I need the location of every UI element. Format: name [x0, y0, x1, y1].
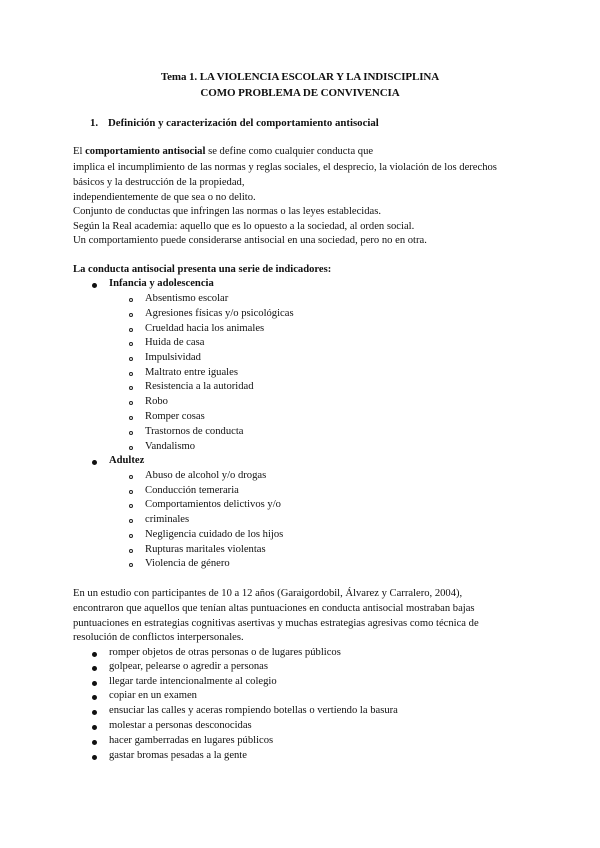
circle-bullet-icon — [129, 357, 133, 361]
study-bullet: romper objetos de otras personas o de lugares públicos — [109, 647, 341, 658]
circle-bullet-icon — [129, 490, 133, 494]
list-item: Violencia de género — [145, 558, 230, 569]
indicators-heading: La conducta antisocial presenta una serie de indicadores: — [73, 264, 332, 275]
list-item: Rupturas maritales violentas — [145, 544, 266, 555]
circle-bullet-icon — [129, 416, 133, 420]
list-item: Crueldad hacia los animales — [145, 323, 265, 334]
study-line: puntuaciones en estrategias cognitivas asertivas y muchas estrategias agresivas como técnica de — [73, 618, 479, 629]
list-item: Absentismo escolar — [145, 293, 229, 304]
document-title-line1: Tema 1. LA VIOLENCIA ESCOLAR Y LA INDISCIPLINA — [160, 71, 440, 83]
list-item: criminales — [145, 514, 190, 525]
definition-line: básicos y la destrucción de la propiedad, — [73, 177, 245, 188]
circle-bullet-icon — [129, 342, 133, 346]
bullet-dot-icon — [92, 740, 97, 745]
circle-bullet-icon — [129, 328, 133, 332]
group-label-adultez: Adultez — [109, 455, 145, 466]
list-item: Comportamientos delictivos y/o — [145, 499, 281, 510]
list-item: Romper cosas — [145, 411, 205, 422]
circle-bullet-icon — [129, 298, 133, 302]
study-bullet: copiar en un examen — [109, 690, 197, 701]
study-line: encontraron que aquellos que tenían altas puntuaciones en conducta antisocial mostraban bajas — [73, 603, 475, 614]
study-bullet: hacer gamberradas en lugares públicos — [109, 735, 274, 746]
bullet-dot-icon — [92, 710, 97, 715]
definition-line: implica el incumplimiento de las normas y reglas sociales, el desprecio, la violación de los derechos — [73, 162, 497, 173]
group-label-infancia: Infancia y adolescencia — [109, 278, 214, 289]
bullet-dot-icon — [92, 652, 97, 657]
circle-bullet-icon — [129, 519, 133, 523]
definition-intro — [73, 146, 373, 157]
circle-bullet-icon — [129, 475, 133, 479]
list-item: Impulsividad — [145, 352, 201, 363]
circle-bullet-icon — [129, 534, 133, 538]
section-heading — [90, 117, 379, 129]
bullet-dot-icon — [92, 283, 97, 288]
list-item: Trastornos de conducta — [145, 426, 244, 437]
circle-bullet-icon — [129, 446, 133, 450]
study-bullet: gastar bromas pesadas a la gente — [109, 750, 247, 761]
section-heading-text: Definición y caracterización del comportamiento antisocial — [108, 117, 379, 129]
bullet-dot-icon — [92, 695, 97, 700]
study-line: En un estudio con participantes de 10 a 12 años (Garaigordobil, Álvarez y Carralero, 2004), — [73, 588, 463, 599]
list-item: Maltrato entre iguales — [145, 367, 238, 378]
list-item: Vandalismo — [145, 441, 196, 452]
bullet-dot-icon — [92, 666, 97, 671]
list-item: Conducción temeraria — [145, 485, 239, 496]
study-line: resolución de conflictos interpersonales. — [73, 632, 244, 643]
circle-bullet-icon — [129, 313, 133, 317]
bullet-dot-icon — [92, 755, 97, 760]
list-item: Robo — [145, 396, 168, 407]
list-item: Agresiones físicas y/o psicológicas — [145, 308, 294, 319]
document-title-line2: COMO PROBLEMA DE CONVIVENCIA — [200, 87, 400, 99]
study-bullet: molestar a personas desconocidas — [109, 720, 252, 731]
circle-bullet-icon — [129, 401, 133, 405]
definition-intro-prefix: El — [73, 146, 86, 157]
circle-bullet-icon — [129, 372, 133, 376]
list-item: Negligencia cuidado de los hijos — [145, 529, 284, 540]
section-number: 1. — [90, 117, 99, 129]
circle-bullet-icon — [129, 431, 133, 435]
study-bullet: golpear, pelearse o agredir a personas — [109, 661, 268, 672]
study-bullet: ensuciar las calles y aceras rompiendo botellas o vertiendo la basura — [109, 705, 398, 716]
bullet-dot-icon — [92, 681, 97, 686]
bullet-dot-icon — [92, 460, 97, 465]
definition-line: Un comportamiento puede considerarse antisocial en una sociedad, pero no en otra. — [73, 235, 427, 246]
circle-bullet-icon — [129, 386, 133, 390]
definition-term: comportamiento antisocial — [85, 146, 206, 157]
list-item: Abuso de alcohol y/o drogas — [145, 470, 267, 481]
circle-bullet-icon — [129, 549, 133, 553]
definition-line: Según la Real academia: aquello que es lo opuesto a la sociedad, al orden social. — [73, 221, 415, 232]
circle-bullet-icon — [129, 504, 133, 508]
bullet-dot-icon — [92, 725, 97, 730]
definition-line: independientemente de que sea o no delito. — [73, 192, 256, 203]
study-bullet: llegar tarde intencionalmente al colegio — [109, 676, 277, 687]
list-item: Resistencia a la autoridad — [145, 381, 254, 392]
circle-bullet-icon — [129, 563, 133, 567]
definition-intro-suffix: se define como cualquier conducta que — [205, 146, 374, 157]
list-item: Huida de casa — [145, 337, 205, 348]
definition-line: Conjunto de conductas que infringen las normas o las leyes establecidas. — [73, 206, 382, 217]
